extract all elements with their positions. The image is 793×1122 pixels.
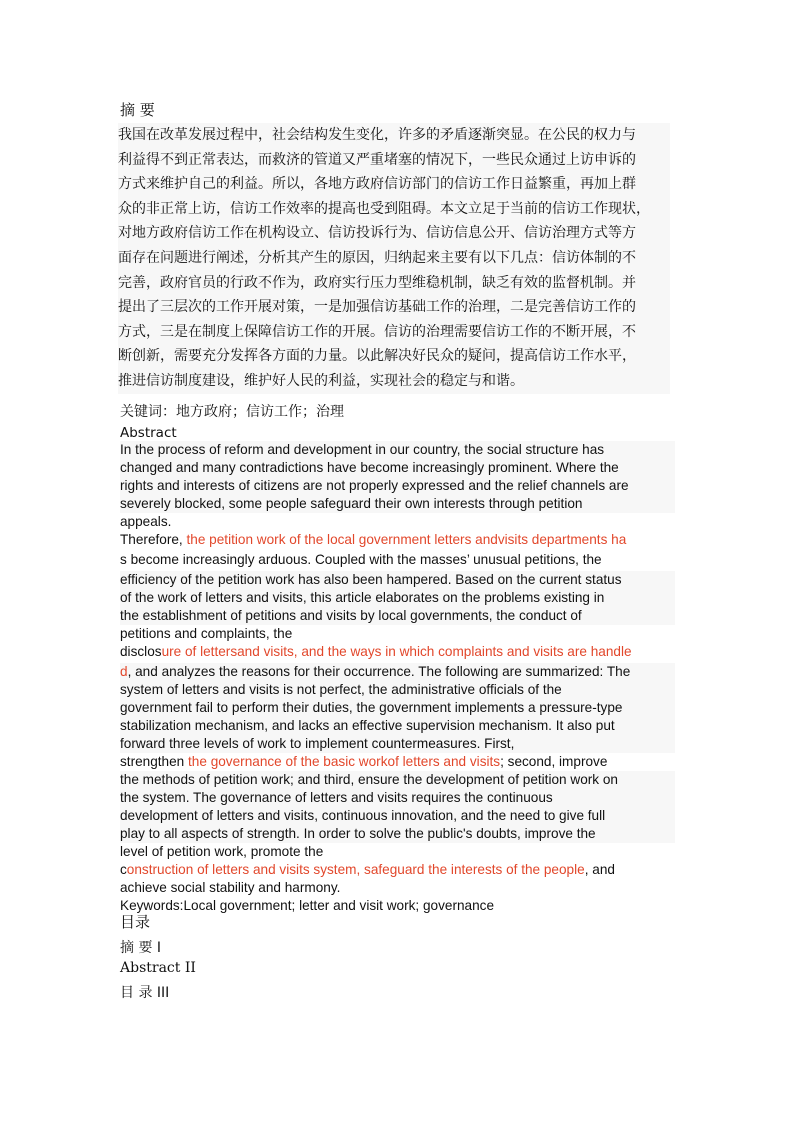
line-text: Therefore,	[120, 532, 187, 547]
english-abstract-line: level of petition work, promote the	[120, 844, 324, 859]
english-abstract-line: the system. The governance of letters and visits requires the continuous	[120, 789, 675, 807]
line-text: c	[120, 862, 127, 877]
english-abstract-line: stabilization mechanism, and lacks an effective supervision mechanism. It also put	[120, 717, 675, 735]
chinese-abstract-line: 面存在问题进行阐述，分析其产生的原因，归纳起来主要有以下几点：信访体制的不	[118, 246, 670, 271]
highlighted-text: d	[120, 664, 128, 679]
english-abstract-line: s become increasingly arduous. Coupled with the masses’ unusual petitions, the	[120, 552, 602, 567]
english-abstract-line: efficiency of the petition work has also been hampered. Based on the current status	[120, 571, 675, 589]
english-abstract-line: achieve social stability and harmony.	[120, 880, 341, 895]
english-abstract-line	[120, 663, 675, 681]
chinese-abstract-line: 利益得不到正常表达，而救济的管道又严重堵塞的情况下，一些民众通过上访申诉的	[118, 148, 670, 173]
chinese-abstract-line: 提出了三层次的工作开展对策，一是加强信访基础工作的治理，二是完善信访工作的	[118, 295, 670, 320]
english-abstract-line: the methods of petition work; and third, ensure the development of petition work on	[120, 771, 675, 789]
english-abstract-line: petitions and complaints, the	[120, 626, 293, 641]
english-abstract-line: system of letters and visits is not perfect, the administrative officials of the	[120, 681, 675, 699]
line-text: ; second, improve	[500, 754, 608, 769]
line-text: strengthen	[120, 754, 189, 769]
english-abstract-heading: Abstract	[120, 425, 177, 441]
english-abstract-line	[120, 861, 675, 879]
english-abstract-line: rights and interests of citizens are not properly expressed and the relief channels are	[120, 477, 675, 495]
table-of-contents-title: 目录	[120, 913, 151, 931]
chinese-abstract-line: 众的非正常上访，信访工作效率的提高也受到阻碍。本文立足于当前的信访工作现状，	[118, 197, 670, 222]
english-abstract-line: severely blocked, some people safeguard their own interests through petition	[120, 495, 675, 513]
english-abstract-line: appeals.	[120, 514, 172, 529]
english-abstract-line	[120, 643, 675, 661]
english-abstract-line: of the work of letters and visits, this article elaborates on the problems existing in	[120, 589, 675, 607]
highlighted-text: the petition work of the local government letters andvisits departments ha	[186, 532, 627, 547]
chinese-abstract-body	[118, 123, 670, 394]
chinese-abstract-title: 摘 要	[120, 101, 155, 119]
english-abstract-line: the establishment of petitions and visits by local governments, the conduct of	[120, 607, 675, 625]
chinese-abstract-line: 完善，政府官员的行政不作为，政府实行压力型维稳机制，缺乏有效的监督机制。并	[118, 271, 670, 296]
english-abstract-body	[120, 441, 675, 915]
line-text: disclos	[120, 644, 162, 659]
english-abstract-line: changed and many contradictions have become increasingly prominent. Where the	[120, 459, 675, 477]
highlighted-text: onstruction of letters and visits system, safeguard the interests of the people	[126, 862, 585, 877]
highlighted-text: ure of lettersand visits, and the ways in which complaints and visits are handle	[161, 644, 632, 659]
toc-item: Abstract II	[120, 960, 196, 976]
chinese-keywords: 关键词：地方政府；信访工作；治理	[120, 404, 344, 420]
english-keywords: Keywords:Local government; letter and visit work; governance	[120, 898, 495, 913]
english-abstract-line	[120, 753, 675, 771]
chinese-abstract-line: 推进信访制度建设，维护好人民的利益，实现社会的稳定与和谐。	[118, 369, 670, 394]
english-abstract-line: play to all aspects of strength. In order to solve the public's doubts, improve the	[120, 825, 675, 843]
chinese-abstract-line: 我国在改革发展过程中，社会结构发生变化，许多的矛盾逐渐突显。在公民的权力与	[118, 123, 670, 148]
english-abstract-line: forward three levels of work to implement countermeasures. First,	[120, 735, 675, 753]
chinese-abstract-line: 方式来维护自己的利益。所以，各地方政府信访部门的信访工作日益繁重，再加上群	[118, 172, 670, 197]
chinese-abstract-line: 对地方政府信访工作在机构设立、信访投诉行为、信访信息公开、信访治理方式等方	[118, 221, 670, 246]
english-abstract-line: government fail to perform their duties, the government implements a pressure-type	[120, 699, 675, 717]
line-text: , and analyzes the reasons for their occurrence. The following are summarized: The	[127, 664, 631, 679]
line-text: , and	[584, 862, 615, 877]
toc-item: 目 录 III	[120, 985, 170, 1001]
english-abstract-line: In the process of reform and development in our country, the social structure has	[120, 441, 675, 459]
english-abstract-line: development of letters and visits, continuous innovation, and the need to give full	[120, 807, 675, 825]
highlighted-text: the governance of the basic workof letters and visits	[188, 754, 501, 769]
english-abstract-line	[120, 531, 675, 549]
toc-item: 摘 要 I	[120, 940, 162, 956]
chinese-abstract-line: 方式，三是在制度上保障信访工作的开展。信访的治理需要信访工作的不断开展，不	[118, 320, 670, 345]
chinese-abstract-line: 断创新，需要充分发挥各方面的力量。以此解决好民众的疑问，提高信访工作水平，	[118, 344, 670, 369]
